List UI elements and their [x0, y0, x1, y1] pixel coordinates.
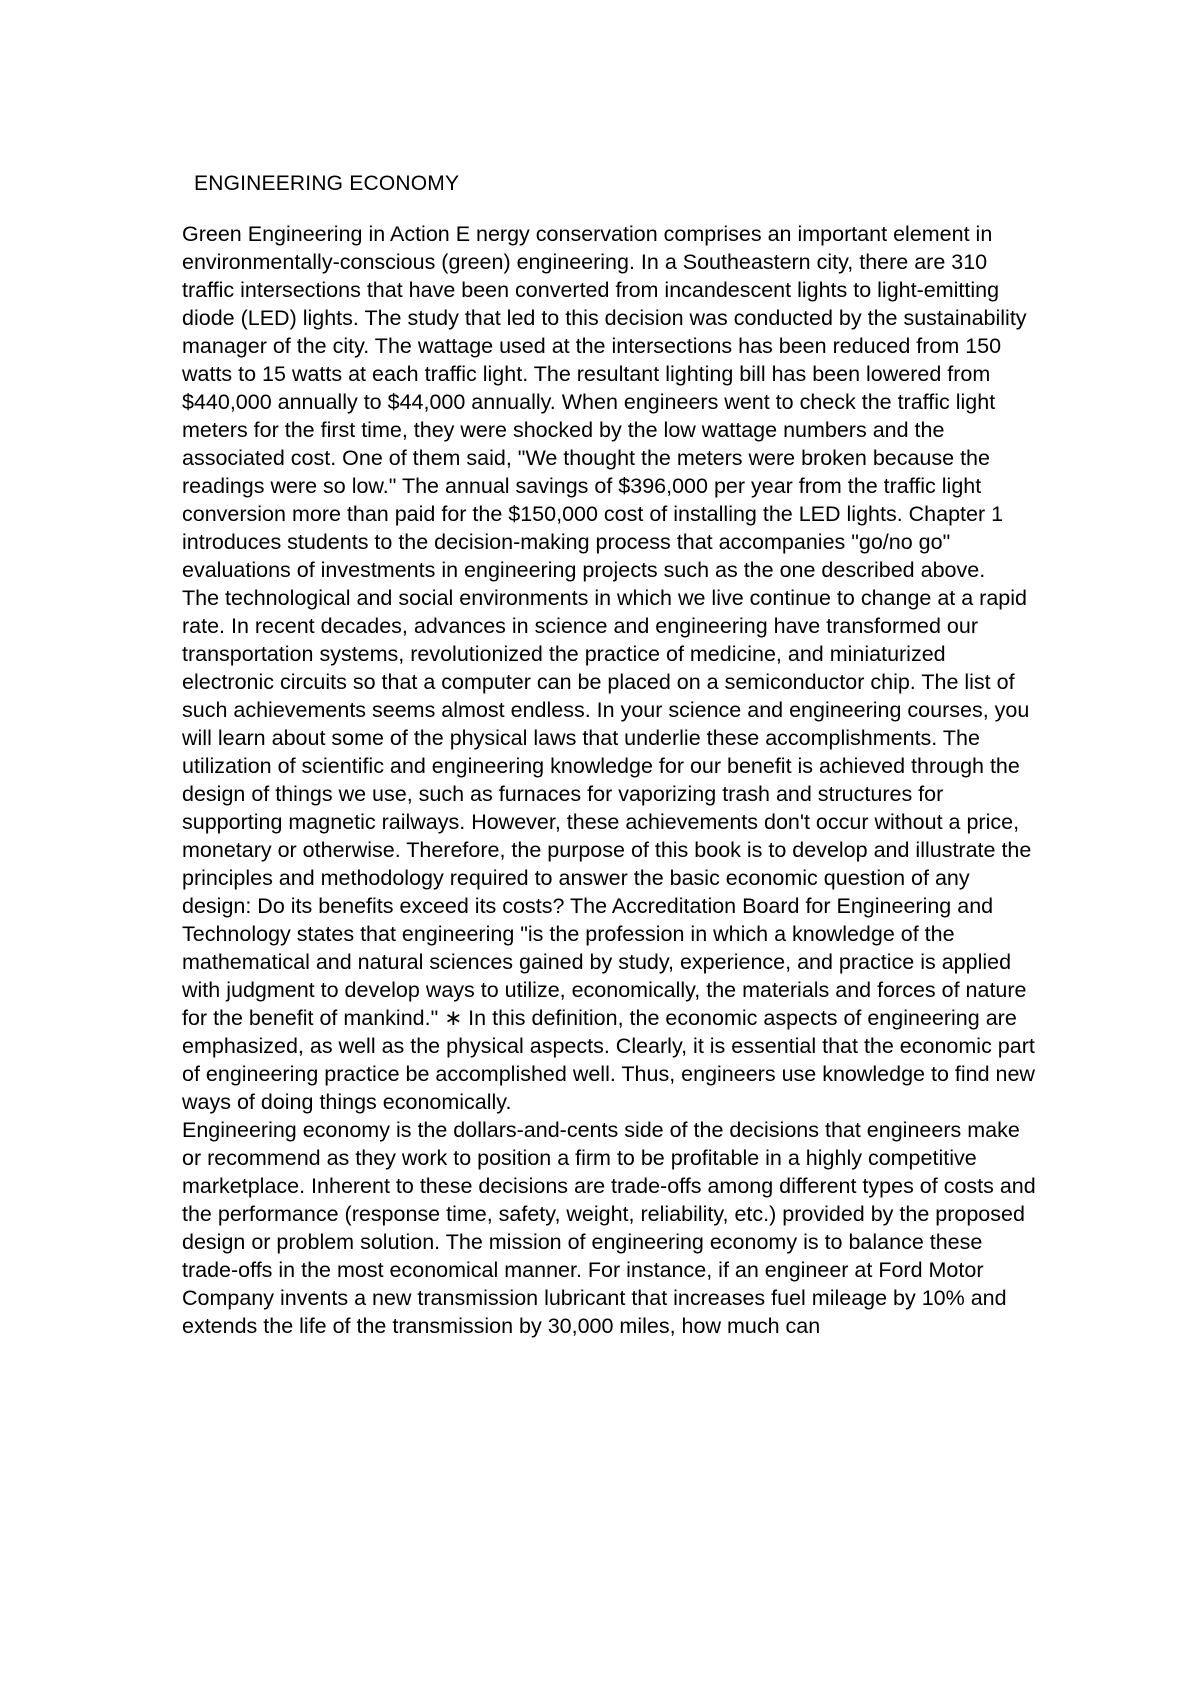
document-body [182, 168, 1042, 1340]
paragraph-green-engineering: Green Engineering in Action E nergy conservation comprises an important element in environmentally-conscious (green) engineering. In a Southeastern city, there are 310 traffic intersections that have been converted from incandescent lights to light-emitting diode (LED) lights. The study that led to this decision was conducted by the sustainability manager of the city. The wattage used at the intersections has been reduced from 150 watts to 15 watts at each traffic light. The resultant lighting bill has been lowered from $440,000 annually to $44,000 annually. When engineers went to check the traffic light meters for the first time, they were shocked by the low wattage numbers and the associated cost. One of them said, "We thought the meters were broken because the readings were so low." The annual savings of $396,000 per year from the traffic light conversion more than paid for the $150,000 cost of installing the LED lights. Chapter 1 introduces students to the decision-making process that accompanies "go/no go" evaluations of investments in engineering projects such as the one described above. [182, 222, 1027, 582]
document-title: ENGINEERING ECONOMY [194, 172, 460, 195]
paragraph-engineering-economy: Engineering economy is the dollars-and-cents side of the decisions that engineers make or recommend as they work to position a firm to be profitable in a highly competitive marketplace. Inherent to these decisions are trade-offs among different types of costs and the performance (response time, safety, weight, reliability, etc.) provided by the proposed design or problem solution. The mission of engineering economy is to balance these trade-offs in the most economical manner. For instance, if an engineer at Ford Motor Company invents a new transmission lubricant that increases fuel mileage by 10% and extends the life of the transmission by 30,000 miles, how much can [182, 1118, 1036, 1338]
paragraph-technological-environments: The technological and social environments in which we live continue to change at a rapid rate. In recent decades, advances in science and engineering have transformed our transportation systems, revolutionized the practice of medicine, and miniaturized electronic circuits so that a computer can be placed on a semiconductor chip. The list of such achievements seems almost endless. In your science and engineering courses, you will learn about some of the physical laws that underlie these accomplishments. The utilization of scientific and engineering knowledge for our benefit is achieved through the design of things we use, such as furnaces for vaporizing trash and structures for supporting magnetic railways. However, these achievements don't occur without a price, monetary or otherwise. Therefore, the purpose of this book is to develop and illustrate the principles and methodology required to answer the basic economic question of any design: Do its benefits exceed its costs? The Accreditation Board for Engineering and Technology states that engineering "is the profession in which a knowledge of the mathematical and natural sciences gained by study, experience, and practice is applied with judgment to develop ways to utilize, economically, the materials and forces of nature for the benefit of mankind." ∗ In this definition, the economic aspects of engineering are emphasized, as well as the physical aspects. Clearly, it is essential that the economic part of engineering practice be accomplished well. Thus, engineers use knowledge to find new ways of doing things economically. [182, 586, 1035, 1114]
